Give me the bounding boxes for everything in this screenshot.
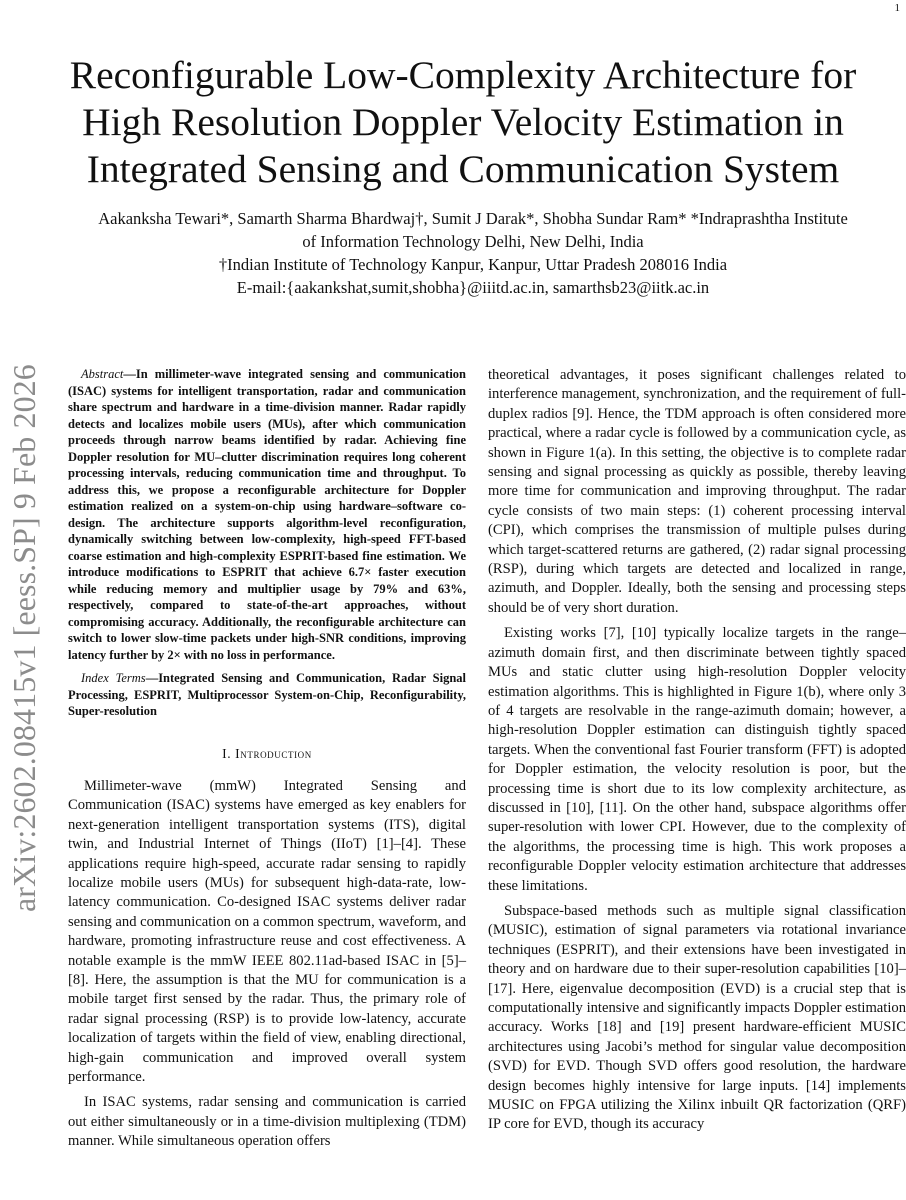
title-line: High Resolution Doppler Velocity Estimation in [82, 100, 844, 144]
page-number: 1 [894, 2, 900, 14]
email-line: E-mail:{aakankshat,sumit,shobha}@iiitd.ac.in, samarthsb23@iitk.ac.in [236, 278, 710, 297]
author-line: Aakanksha Tewari*, Samarth Sharma Bhardwaj†, Sumit J Darak*, Shobha Sundar Ram* *Indraprashtha Institute [98, 209, 848, 228]
abstract-text: —In millimeter-wave integrated sensing and communication (ISAC) systems for intelligent transportation, radar and communication share spectrum and hardware in a time-division manner. Radar rapidly detects and localizes mobile users (MUs), after which communication proceeds through narrow beams identified by radar. Achieving fine Doppler resolution for MU–clutter discrimination requires long coherent processing intervals, reducing communication time and throughput. To address this, we propose a reconfigurable architecture for Doppler estimation realized on a system-on-chip using hardware–software co-design. The architecture supports algorithm-level reconfiguration, dynamically switching between low-complexity, high-speed FFT-based coarse estimation and high-complexity ESPRIT-based fine estimation. We introduce modifications to ESPRIT that achieve 6.7× faster execution while reducing memory and multiplier usage by 79% and 63%, respectively, compared to state-of-the-art approaches, without compromising accuracy. Additionally, the reconfigurable architecture can switch to lower slow-time packets under high-SNR conditions, improving latency further by 2× with no loss in performance. [68, 367, 466, 662]
abstract-label: Abstract [81, 367, 124, 381]
title-line: Integrated Sensing and Communication System [86, 147, 840, 191]
arxiv-watermark: arXiv:2602.08415v1 [eess.SP] 9 Feb 2026 [6, 364, 42, 912]
abstract [68, 366, 466, 663]
affiliation-line: of Information Technology Delhi, New Delhi, India [302, 232, 644, 251]
title-line: Reconfigurable Low-Complexity Architecture for [69, 53, 857, 97]
paragraph: Subspace-based methods such as multiple signal classification (MUSIC), estimation of signal parameters via rotational invariance techniques (ESPRIT), and their extensions have been investigated in theory and on hardware due to their super-resolution capabilities [10]–[17]. Here, eigenvalue decomposition (EVD) is a crucial step that is computationally intensive and significantly impacts Doppler estimation accuracy. Works [18] and [19] present hardware-efficient MUSIC architectures using Jacobi’s method for singular value decomposition (SVD) for EVD. Though SVD offers good resolution, the hardware design becomes highly intensive for large inputs. [14] implements MUSIC on FPGA utilizing the Xilinx inbuilt QR factorization (QRF) IP core for EVD, though its accuracy [488, 902, 906, 1133]
right-column [488, 366, 906, 1135]
left-column [68, 366, 466, 1152]
paragraph: Existing works [7], [10] typically localize targets in the range–azimuth domain first, and then discriminate between tightly spaced MUs and static clutter using high-resolution Doppler velocity estimation algorithms. This is highlighted in Figure 1(b), where only 3 of 4 targets are resolvable in the range-azimuth domain; however, a high-resolution Doppler estimation can distinguish tightly spaced targets. When the conventional fast Fourier transform (FFT) is adopted for Doppler estimation, the velocity resolution is poor, but the processing time is short due to its low complexity architecture, as discussed in [10], [11]. On the other hand, subspace algorithms offer super-resolution with lower CPI. However, due to the complexity of the algorithms, the processing time is high. This work proposes a reconfigurable Doppler velocity estimation architecture that addresses these limitations. [488, 625, 906, 894]
paragraph: Millimeter-wave (mmW) Integrated Sensing and Communication (ISAC) systems have emerged as key enablers for next-generation intelligent transportation systems (ITS), digital twin, and Industrial Internet of Things (IIoT) [1]–[4]. These applications require high-speed, accurate radar sensing to rapidly localize mobile users (MUs) for subsequent high-data-rate, low-latency communication. Co-designed ISAC systems deliver radar sensing and communication on a common spectrum, waveform, and hardware, promoting infrastructure reuse and cost effectiveness. A notable example is the mmW IEEE 802.11ad-based ISAC in [5]–[8]. Here, the assumption is that the MU for communication is a mobile target first sensed by the radar. Thus, the primary role of radar signal processing (RSP) is to provide low-latency, accurate localization of targets within the field of view, enabling directional, high-gain communication and improved overall system performance. [68, 777, 466, 1085]
paragraph: In ISAC systems, radar sensing and communication is carried out either simultaneously or in a time-division multiplexing (TDM) manner. While simultaneous operation offers [68, 1094, 466, 1150]
paragraph: theoretical advantages, it poses significant challenges related to interference management, synchronization, and the requirement of full-duplex radios [9]. Hence, the TDM approach is often considered more practical, where a radar cycle is followed by a communication cycle, as shown in Figure 1(a). In this setting, the objective is to complete radar sensing and signal processing as quickly as possible, thereby leaving more time for communication and improving throughput. The radar cycle consists of two main steps: (1) coherent processing interval (CPI), which comprises the transmission of multiple pulses during which target-scattered returns are gathered, (2) radar signal processing (RSP), during which targets are detected and localized in range, azimuth, and Doppler. Ideally, both the sensing and processing steps should be of very short duration. [488, 367, 906, 616]
index-terms-text: —Integrated Sensing and Communication, Radar Signal Processing, ESPRIT, Multiprocessor System-on-Chip, Reconfigurability, Super-resolution [68, 671, 466, 718]
affiliation-line: †Indian Institute of Technology Kanpur, Kanpur, Uttar Pradesh 208016 India [218, 255, 728, 274]
index-terms-label: Index Terms [81, 671, 146, 685]
paper-title [50, 52, 876, 193]
author-block [60, 207, 886, 299]
section-heading: I. Introduction [222, 745, 312, 761]
index-terms [68, 670, 466, 720]
